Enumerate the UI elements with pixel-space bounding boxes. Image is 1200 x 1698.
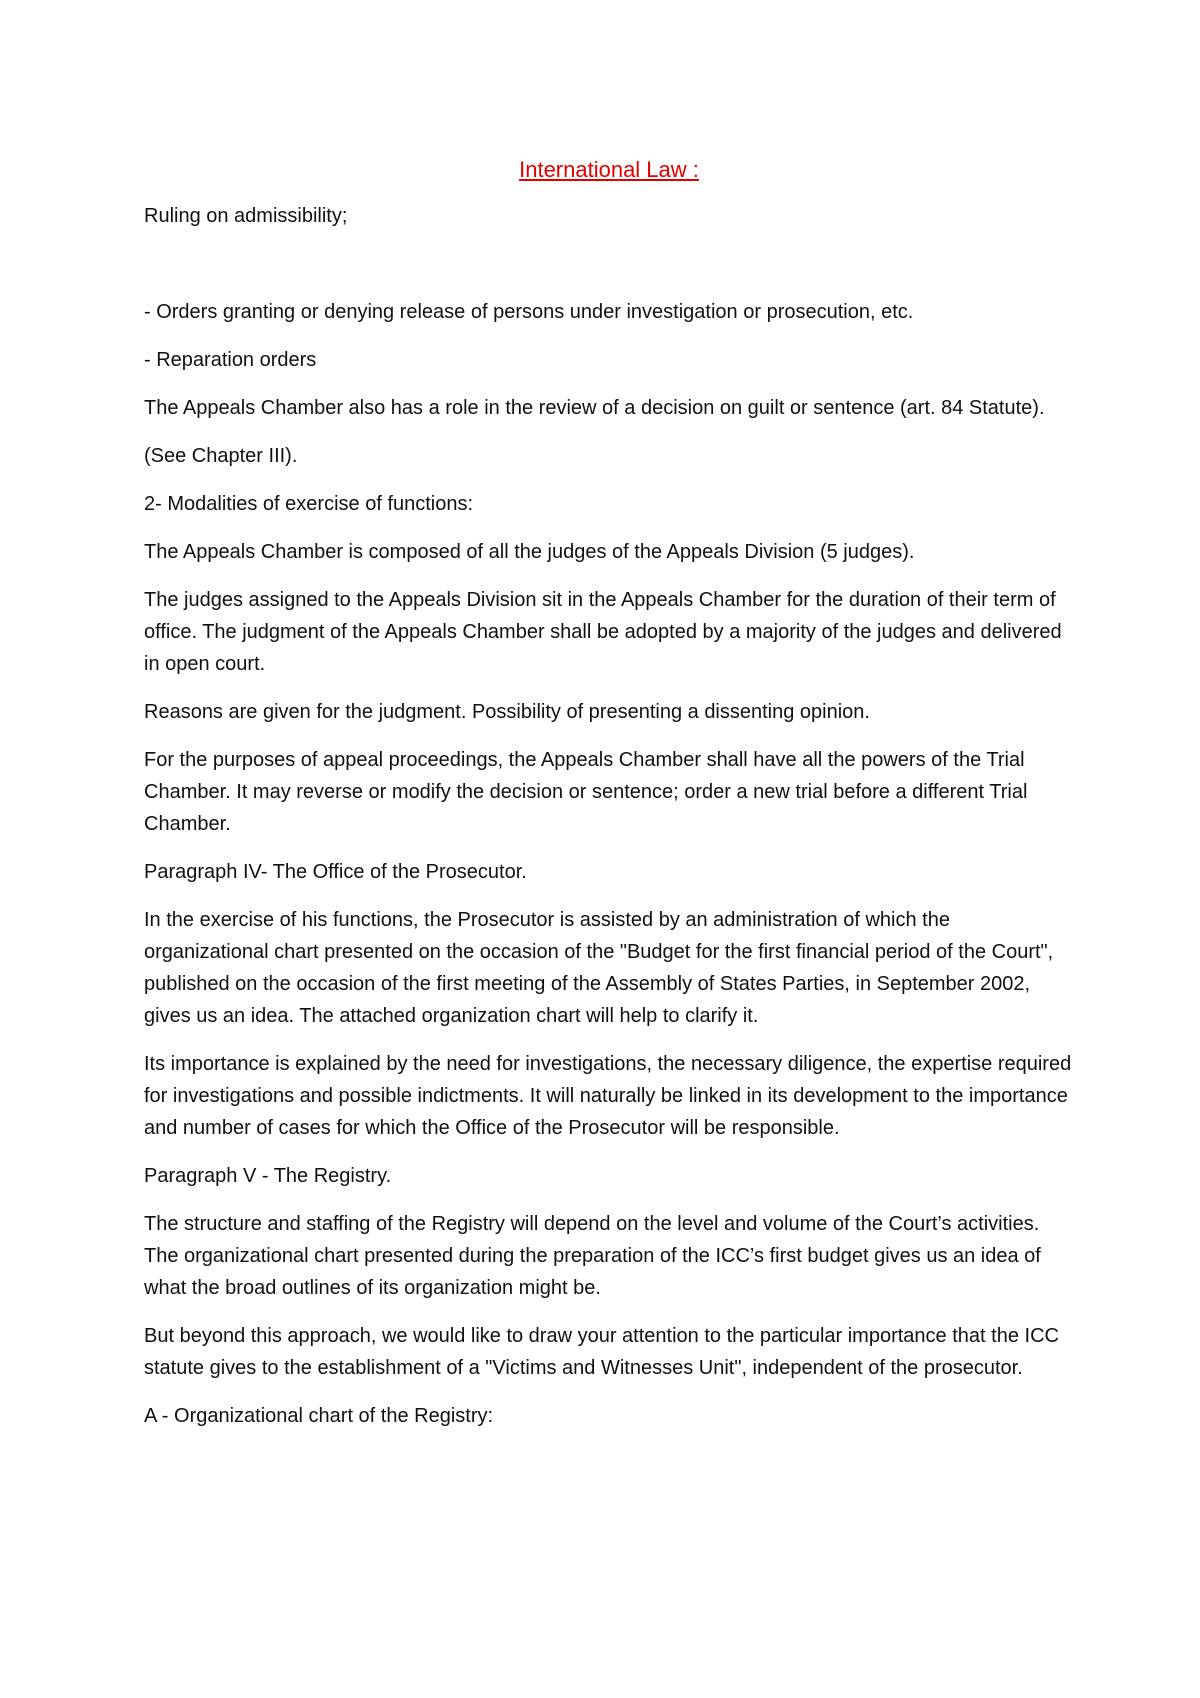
page-title: International Law : [519, 157, 699, 182]
paragraph-ruling-admissibility: Ruling on admissibility; [144, 205, 348, 227]
section-heading-prosecutor: Paragraph IV- The Office of the Prosecutor. [144, 861, 527, 883]
paragraph-appeal-powers: For the purposes of appeal proceedings, the Appeals Chamber shall have all the powers of the Trial Chamber. It may reverse or modify the decision or sentence; order a new trial before a different Trial Chamber. [144, 749, 1028, 835]
document-body [144, 154, 1074, 1448]
blank-gap [144, 248, 1074, 296]
paragraph-see-chapter: (See Chapter III). [144, 445, 298, 467]
section-heading-modalities: 2- Modalities of exercise of functions: [144, 493, 474, 515]
section-heading-registry-chart: A - Organizational chart of the Registry: [144, 1405, 494, 1427]
list-item-reparation-orders: - Reparation orders [144, 349, 317, 371]
paragraph-prosecutor-administration: In the exercise of his functions, the Prosecutor is assisted by an administration of which the organizational chart presented on the occasion of the "Budget for the first financial period of the Court", published on the occasion of the first meeting of the Assembly of States Parties, in September 2002, gives us an idea. The attached organization chart will help to clarify it. [144, 909, 1054, 1027]
paragraph-composition: The Appeals Chamber is composed of all the judges of the Appeals Division (5 judges). [144, 541, 915, 563]
section-heading-registry: Paragraph V - The Registry. [144, 1165, 392, 1187]
list-item-release-orders: - Orders granting or denying release of persons under investigation or prosecution, etc. [144, 301, 914, 323]
paragraph-judges-assigned: The judges assigned to the Appeals Division sit in the Appeals Chamber for the duration of their term of office. The judgment of the Appeals Chamber shall be adopted by a majority of the judges and delivered in open court. [144, 589, 1062, 675]
paragraph-victims-unit: But beyond this approach, we would like to draw your attention to the particular importance that the ICC statute gives to the establishment of a "Victims and Witnesses Unit", independent of the prosecutor. [144, 1325, 1059, 1379]
paragraph-appeals-review: The Appeals Chamber also has a role in the review of a decision on guilt or sentence (art. 84 Statute). [144, 397, 1045, 419]
paragraph-prosecutor-importance: Its importance is explained by the need for investigations, the necessary diligence, the expertise required for investigations and possible indictments. It will naturally be linked in its development to the importance and number of cases for which the Office of the Prosecutor will be responsible. [144, 1053, 1072, 1139]
paragraph-reasons: Reasons are given for the judgment. Possibility of presenting a dissenting opinion. [144, 701, 870, 723]
paragraph-registry-structure: The structure and staffing of the Registry will depend on the level and volume of the Court’s activities. The organizational chart presented during the preparation of the ICC’s first budget gives us an idea of what the broad outlines of its organization might be. [144, 1213, 1041, 1299]
